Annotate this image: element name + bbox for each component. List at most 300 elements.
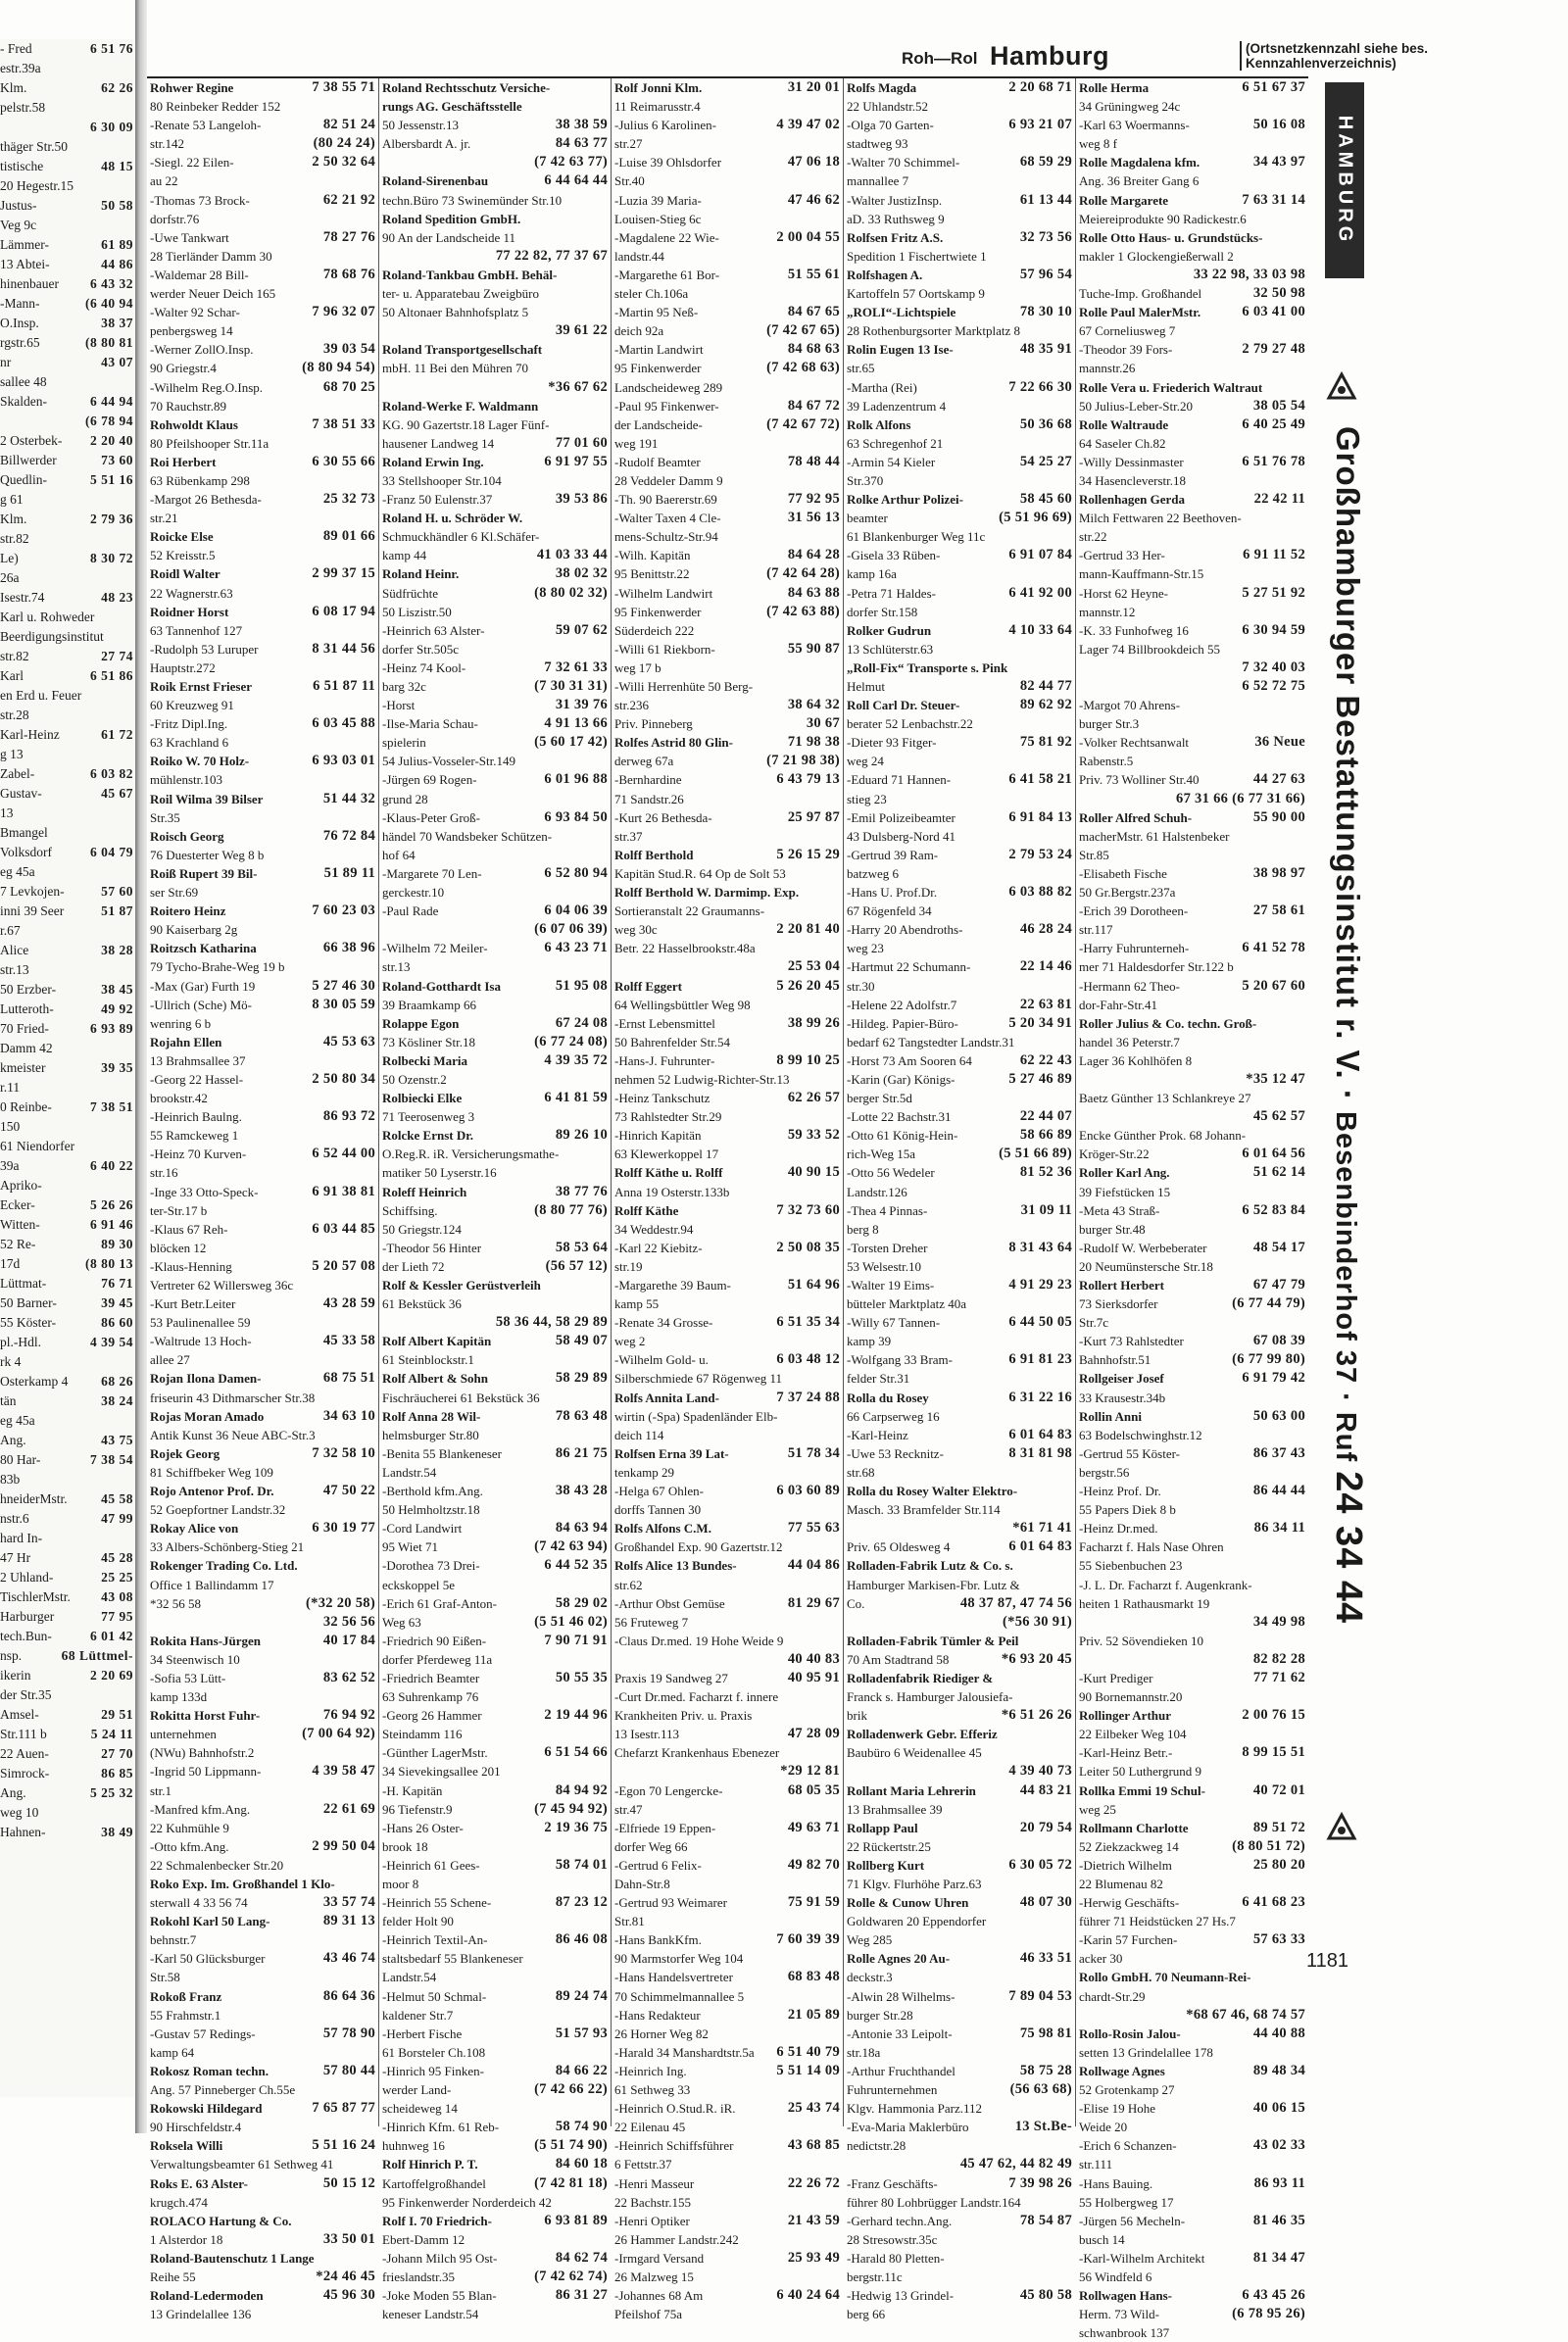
- entry-name: -Fritz Dipl.Ing.: [150, 716, 228, 732]
- directory-entry: [150, 1743, 375, 1762]
- directory-entry: [1079, 1781, 1305, 1800]
- entry-phone: 6 41 58 21: [1008, 771, 1072, 788]
- entry-name: -Siegl. 22 Eilen-: [150, 155, 234, 171]
- prev-page-entry: [0, 1391, 137, 1411]
- entry-name: -Horst: [382, 698, 416, 713]
- entry-phone: 5 20 34 91: [1008, 1014, 1072, 1031]
- directory-entry: [614, 2155, 840, 2173]
- entry-phone: 78 63 48: [555, 1407, 608, 1424]
- entry-name: 50 Erzber-: [0, 982, 57, 997]
- directory-entry: [150, 770, 375, 789]
- prev-page-entry: [0, 1705, 137, 1725]
- prev-page-entry: [0, 529, 137, 549]
- directory-entry: [614, 1912, 840, 1930]
- directory-entry: [614, 415, 840, 434]
- entry-phone: 58 29 89: [555, 1370, 608, 1387]
- entry-phone: 6 93 03 01: [312, 753, 375, 769]
- entry-name: pl.-Hdl.: [0, 1335, 41, 1349]
- directory-entry: [150, 1313, 375, 1332]
- directory-entry: [614, 1369, 840, 1388]
- entry-phone: 51 55 61: [787, 266, 840, 282]
- prev-page-entry: [0, 1176, 137, 1195]
- entry-phone: 6 03 41 00: [1242, 304, 1305, 320]
- directory-entry: [847, 191, 1072, 210]
- directory-entry: [150, 2099, 375, 2118]
- prev-page-entry: [0, 1098, 137, 1117]
- entry-phone: 86 60: [101, 1315, 133, 1330]
- entry-name: berger Str.5d: [847, 1091, 912, 1106]
- entry-name: -Heinz 70 Kurven-: [150, 1147, 247, 1162]
- entry-phone: 44 86: [101, 257, 133, 271]
- directory-entry: [847, 471, 1072, 490]
- entry-phone: 2 00 04 55: [776, 228, 840, 245]
- entry-phone: 55 90 00: [1252, 808, 1305, 825]
- entry-phone: (5 51 96 69): [999, 510, 1072, 526]
- entry-name: 55 Köster-: [0, 1315, 57, 1330]
- entry-phone: 89 26 10: [555, 1127, 608, 1144]
- directory-entry: [1079, 2155, 1305, 2173]
- entry-name: -Horst 73 Am Sooren 64: [847, 1052, 972, 1068]
- entry-name: deckstr.3: [847, 1970, 893, 1985]
- entry-name: Spedition 1 Fischertwiete 1: [847, 248, 987, 264]
- entry-name: -Theodor 39 Fors-: [1079, 342, 1173, 358]
- entry-phone: 6 04 79: [90, 845, 133, 859]
- entry-name: wenring 6 b: [150, 1015, 212, 1031]
- entry-phone: 2 20 40: [90, 433, 133, 448]
- entry-name: Rolle Margarete: [1079, 192, 1169, 208]
- entry-name: Roik Ernst Frieser: [150, 679, 252, 694]
- entry-name: str.18a: [847, 2044, 881, 2060]
- directory-entry: [614, 546, 840, 564]
- entry-phone: 6 44 64 44: [544, 172, 608, 189]
- directory-entry: [150, 1389, 375, 1407]
- directory-entry: [382, 1126, 608, 1145]
- entry-phone: 38 43 28: [555, 1483, 608, 1499]
- directory-entry: [382, 1294, 608, 1313]
- directory-entry: [1079, 490, 1305, 509]
- directory-entry: [847, 78, 1072, 97]
- directory-entry: [847, 564, 1072, 583]
- entry-phone: 32 56 56: [322, 1613, 375, 1630]
- entry-name: werder Neuer Deich 165: [150, 286, 276, 302]
- prev-page-entry: [0, 1411, 137, 1431]
- directory-entry: [1079, 415, 1305, 434]
- directory-entry: [614, 1781, 840, 1800]
- directory-entry: [847, 2080, 1072, 2099]
- directory-entry: [847, 490, 1072, 509]
- entry-phone: 44 27 63: [1252, 771, 1305, 788]
- prev-page-entry: [0, 902, 137, 921]
- entry-name: der Landscheide-: [614, 416, 703, 432]
- directory-entry: [614, 1463, 840, 1482]
- directory-entry: [1079, 378, 1305, 397]
- entry-name: 70 Fried-: [0, 1021, 49, 1036]
- entry-phone: 58 29 02: [555, 1594, 608, 1611]
- entry-name: au 22: [150, 173, 178, 189]
- entry-name: Roicke Else: [150, 529, 214, 545]
- entry-phone: 39 35: [101, 1060, 133, 1075]
- directory-entry: [150, 1930, 375, 1949]
- directory-entry: [382, 1819, 608, 1837]
- directory-entry: [847, 2118, 1072, 2136]
- entry-name: Rolappe Egon: [382, 1015, 460, 1031]
- entry-name: 22 Bachstr.155: [614, 2194, 691, 2210]
- entry-phone: 86 85: [101, 1766, 133, 1781]
- entry-name: sterwall 4 33 56 74: [150, 1895, 248, 1911]
- directory-entry: [847, 1407, 1072, 1426]
- entry-phone: 62 26 57: [787, 1090, 840, 1106]
- directory-entry: [614, 434, 840, 453]
- entry-phone: 6 52 44 00: [312, 1146, 375, 1162]
- entry-name: 34 Sievekingsallee 201: [382, 1764, 501, 1780]
- entry-phone: 7 38 51 33: [312, 415, 375, 432]
- directory-entry: [382, 1613, 608, 1632]
- entry-name: 22 Rückertstr.25: [847, 1838, 931, 1854]
- entry-name: Roksela Willi: [150, 2138, 223, 2154]
- entry-phone: 50 63 00: [1252, 1407, 1305, 1424]
- entry-phone: 84 63 88: [787, 584, 840, 601]
- directory-entry: [382, 1706, 608, 1725]
- directory-entry: [614, 790, 840, 808]
- directory-entry: [1079, 1426, 1305, 1444]
- entry-phone: 6 03 48 12: [776, 1351, 840, 1368]
- entry-phone: 4 39 40 73: [1008, 1763, 1072, 1780]
- entry-phone: 25 25: [101, 1570, 133, 1585]
- entry-phone: 7 63 31 14: [1242, 191, 1305, 208]
- entry-name: aD. 33 Ruthsweg 9: [847, 211, 945, 226]
- entry-name: Baetz Günther 13 Schlankreye 27: [1079, 1091, 1251, 1106]
- directory-entry: [614, 996, 840, 1014]
- directory-entry: [614, 1051, 840, 1070]
- entry-phone: 4 39 54: [90, 1335, 133, 1349]
- entry-phone: (6 77 99 80): [1232, 1351, 1305, 1368]
- directory-entry: [847, 1444, 1072, 1463]
- entry-name: 61 Bekstück 36: [382, 1296, 462, 1312]
- entry-phone: 38 05 54: [1252, 397, 1305, 414]
- entry-name: Rollwage Agnes: [1079, 2063, 1165, 2078]
- entry-name: ter- u. Apparatebau Zweigbüro: [382, 286, 540, 302]
- directory-entry: [1079, 1051, 1305, 1070]
- directory-entry: [614, 2193, 840, 2212]
- prev-page-entry: [0, 1019, 137, 1039]
- directory-entry: [614, 1594, 840, 1613]
- entry-name: -Hartmut 22 Schumann-: [847, 959, 971, 975]
- directory-entry: [614, 153, 840, 171]
- entry-name: Herm. 73 Wild-: [1079, 2307, 1159, 2322]
- entry-phone: 77 55 63: [787, 1520, 840, 1537]
- directory-entry: [382, 116, 608, 134]
- directory-entry: [1079, 714, 1305, 733]
- directory-column-5: [1076, 78, 1308, 2341]
- entry-name: Rolle Paul MalerMstr.: [1079, 305, 1201, 320]
- entry-name: -Benita 55 Blankeneser: [382, 1445, 503, 1461]
- directory-entry: [1079, 1893, 1305, 1912]
- directory-entry: [382, 1444, 608, 1463]
- entry-name: dorfer Pferdeweg 11a: [382, 1651, 493, 1667]
- entry-phone: 38 98 97: [1252, 864, 1305, 881]
- entry-phone: (8 80 77 76): [534, 1201, 608, 1218]
- directory-entry: [847, 1800, 1072, 1819]
- entry-name: -Elise 19 Hohe: [1079, 2101, 1155, 2117]
- entry-phone: 43 02 33: [1252, 2137, 1305, 2154]
- entry-phone: (7 42 62 74): [534, 2268, 608, 2284]
- directory-entry: [150, 2230, 375, 2249]
- entry-phone: 41 03 33 44: [536, 547, 608, 563]
- directory-entry: [150, 902, 375, 920]
- entry-phone: 2 50 08 35: [776, 1239, 840, 1255]
- entry-name: 22 Blumenau 82: [1079, 1877, 1163, 1891]
- entry-phone: 4 91 29 23: [1008, 1277, 1072, 1293]
- directory-entry: [382, 1594, 608, 1613]
- directory-entry: [150, 546, 375, 564]
- entry-name: der Lieth 72: [382, 1258, 445, 1274]
- directory-entry: [382, 864, 608, 883]
- entry-name: Rokenger Trading Co. Ltd.: [150, 1558, 298, 1574]
- directory-entry: [614, 1070, 840, 1089]
- prev-page-entry: [0, 686, 137, 706]
- entry-name: Fuhrunternehmen: [847, 2082, 938, 2098]
- entry-name: -Gertrud 6 Felix-: [614, 1857, 702, 1873]
- directory-entry: [1079, 770, 1305, 789]
- entry-phone: 8 99 15 51: [1242, 1744, 1305, 1761]
- entry-name: -Ingrid 50 Lippmann-: [150, 1764, 262, 1780]
- entry-phone: 44 40 88: [1252, 2025, 1305, 2041]
- prev-page-entry: [0, 372, 137, 392]
- entry-name: deich 114: [614, 1427, 664, 1442]
- entry-name: Karl: [0, 668, 24, 683]
- directory-entry: [382, 1949, 608, 1968]
- directory-entry: [382, 1276, 608, 1294]
- directory-entry: [150, 1519, 375, 1537]
- entry-name: -Margarethe 39 Baum-: [614, 1278, 731, 1293]
- entry-phone: 59 07 62: [555, 621, 608, 638]
- entry-name: Rojo Antenor Prof. Dr.: [150, 1484, 274, 1499]
- entry-name: kamp 16a: [847, 566, 897, 582]
- entry-phone: 73 60: [101, 453, 133, 467]
- entry-name: Dahn-Str.8: [614, 1877, 670, 1891]
- entry-name: 34 Weddestr.94: [614, 1221, 694, 1237]
- entry-name: -Margarethe 61 Bor-: [614, 267, 720, 282]
- entry-phone: 5 51 14 09: [776, 2062, 840, 2078]
- directory-entry: [382, 1389, 608, 1407]
- directory-entry: [1079, 1482, 1305, 1500]
- entry-name: 80 Reinbeker Redder 152: [150, 99, 281, 115]
- prev-page-entry: [0, 1058, 137, 1078]
- entry-name: -Herbert Fische: [382, 2025, 463, 2041]
- directory-entry: [1079, 677, 1305, 696]
- entry-name: 26 Horner Weg 82: [614, 2025, 709, 2041]
- entry-phone: 38 02 32: [555, 565, 608, 582]
- entry-name: dorfer Str.505c: [382, 641, 459, 657]
- entry-name: nsp.: [0, 1648, 23, 1663]
- directory-entry: [1079, 2118, 1305, 2136]
- directory-entry: [614, 303, 840, 321]
- entry-name: -Ilse-Maria Schau-: [382, 716, 478, 732]
- entry-name: 50 Barner-: [0, 1295, 57, 1310]
- entry-phone: 38 49: [101, 1825, 133, 1839]
- entry-name: tenkamp 29: [614, 1464, 675, 1480]
- entry-phone: 48 54 17: [1252, 1239, 1305, 1255]
- entry-name: 80 Pfeilshooper Str.11a: [150, 435, 270, 451]
- entry-name: mannstr.26: [1079, 361, 1136, 376]
- directory-entry: [1079, 340, 1305, 359]
- directory-entry: [847, 1519, 1072, 1537]
- entry-phone: 38 28: [101, 943, 133, 957]
- directory-entry: [847, 1332, 1072, 1350]
- entry-phone: 6 01 96 88: [544, 771, 608, 788]
- directory-entry: [1079, 1613, 1305, 1632]
- entry-name: Roiß Rupert 39 Bil-: [150, 865, 258, 881]
- entry-phone: 25 93 49: [787, 2249, 840, 2266]
- directory-entry: [382, 564, 608, 583]
- entry-phone: 27 58 61: [1252, 903, 1305, 919]
- directory-entry: [382, 228, 608, 247]
- entry-phone: 40 06 15: [1252, 2100, 1305, 2117]
- directory-entry: [847, 1257, 1072, 1276]
- entry-name: Rolladenfabrik Riediger &: [847, 1670, 994, 1685]
- directory-entry: [1079, 434, 1305, 453]
- directory-entry: [614, 1743, 840, 1762]
- entry-name: str.62: [614, 1577, 643, 1592]
- directory-entry: [614, 696, 840, 714]
- directory-entry: [1079, 2006, 1305, 2025]
- entry-name: Rollin Anni: [1079, 1408, 1142, 1424]
- entry-name: Veg 9c: [0, 218, 37, 232]
- entry-phone: 6 52 83 84: [1242, 1201, 1305, 1218]
- directory-entry: [614, 621, 840, 640]
- directory-entry: [382, 1407, 608, 1426]
- entry-name: 90 Hirschfeldstr.4: [150, 2120, 242, 2135]
- directory-entry: [847, 883, 1072, 902]
- entry-name: 13 Schlüterstr.63: [847, 641, 934, 657]
- directory-entry: [150, 527, 375, 546]
- directory-entry: [614, 1294, 840, 1313]
- entry-name: 90 Marmstorfer Weg 104: [614, 1951, 744, 1967]
- prev-page-entry: [0, 1000, 137, 1019]
- entry-phone: 51 78 34: [787, 1444, 840, 1461]
- entry-name: Praxis 19 Sandweg 27: [614, 1670, 728, 1685]
- entry-name: 34 Hasencleverstr.18: [1079, 472, 1187, 488]
- directory-entry: [614, 2268, 840, 2286]
- entry-name: Rokay Alice von: [150, 1521, 239, 1537]
- directory-entry: [847, 1482, 1072, 1500]
- entry-name: -Karl 50 Glücksburger: [150, 1951, 266, 1967]
- entry-name: -Harald 80 Pletten-: [847, 2250, 945, 2266]
- entry-name: tän: [0, 1393, 17, 1408]
- directory-column-1: [147, 78, 379, 2322]
- prev-page-entry: [0, 1685, 137, 1705]
- entry-name: Harburger: [0, 1609, 55, 1624]
- entry-name: O.Reg.R. iR. Versicherungsmathe-: [382, 1147, 560, 1162]
- directory-entry: [847, 1762, 1072, 1781]
- entry-name: Roland-Ledermoden: [150, 2288, 264, 2304]
- entry-name: g 13: [0, 747, 24, 761]
- directory-entry: [1079, 977, 1305, 996]
- directory-entry: [382, 247, 608, 266]
- entry-phone: 77 92 95: [787, 491, 840, 508]
- entry-name: 53 Paulinenallee 59: [150, 1315, 251, 1331]
- directory-entry: [614, 1537, 840, 1556]
- directory-entry: [382, 397, 608, 415]
- entry-name: 13: [0, 805, 14, 820]
- directory-entry: [614, 266, 840, 284]
- directory-entry: [847, 621, 1072, 640]
- entry-name: 52 Re-: [0, 1237, 36, 1251]
- entry-name: 90 Bornemannstr.20: [1079, 1689, 1183, 1705]
- directory-entry: [1079, 883, 1305, 902]
- directory-entry: [614, 659, 840, 677]
- entry-name: dorffs Tannen 30: [614, 1502, 702, 1518]
- entry-name: Priv. Pinneberg: [614, 716, 693, 732]
- entry-name: 13 Isestr.113: [614, 1727, 679, 1742]
- entry-name: *32 56 58: [150, 1595, 201, 1611]
- entry-name: Gustav-: [0, 786, 42, 801]
- entry-phone: 47 99: [101, 1511, 133, 1526]
- entry-name: heiten 1 Rathausmarkt 19: [1079, 1595, 1210, 1611]
- directory-entry: [150, 171, 375, 190]
- entry-phone: 45 28: [101, 1550, 133, 1565]
- directory-entry: [382, 2174, 608, 2193]
- directory-entry: [382, 883, 608, 902]
- entry-phone: 81 34 47: [1252, 2249, 1305, 2266]
- directory-entry: [150, 1183, 375, 1201]
- entry-name: Reihe 55: [150, 2269, 196, 2284]
- entry-phone: 6 41 52 78: [1242, 940, 1305, 956]
- entry-name: Klm.: [0, 80, 27, 95]
- entry-name: brookstr.42: [150, 1091, 208, 1106]
- entry-name: Roland Transportgesellschaft: [382, 342, 543, 358]
- entry-name: weg 24: [847, 754, 884, 769]
- entry-name: Bmangel: [0, 825, 48, 840]
- directory-entry: [150, 714, 375, 733]
- entry-phone: 38 37: [101, 316, 133, 330]
- directory-entry: [847, 1930, 1072, 1949]
- directory-entry: [150, 1613, 375, 1632]
- entry-name: -Alwin 28 Wilhelms-: [847, 1988, 956, 2004]
- directory-entry: [847, 2136, 1072, 2155]
- directory-entry: [150, 284, 375, 303]
- entry-name: Meiereiprodukte 90 Radickestr.6: [1079, 211, 1247, 226]
- entry-phone: 58 74 90: [555, 2119, 608, 2135]
- directory-entry: [847, 1781, 1072, 1800]
- entry-name: krugch.474: [150, 2194, 208, 2210]
- entry-phone: 6 91 79 42: [1242, 1370, 1305, 1387]
- entry-phone: 38 24: [101, 1393, 133, 1408]
- entry-phone: 22 42 11: [1253, 491, 1305, 508]
- prev-page-entry: [0, 941, 137, 960]
- entry-name: Kröger-Str.22: [1079, 1147, 1150, 1162]
- directory-entry: [614, 1968, 840, 1986]
- entry-phone: 7 65 87 77: [312, 2100, 375, 2117]
- entry-name: Ang. 36 Breiter Gang 6: [1079, 173, 1200, 189]
- entry-name: Karl u. Rohweder: [0, 610, 95, 624]
- entry-phone: 68 05 35: [787, 1781, 840, 1798]
- entry-phone: 51 57 93: [555, 2025, 608, 2041]
- entry-phone: 5 27 46 30: [312, 977, 375, 994]
- entry-phone: 6 52 80 94: [544, 864, 608, 881]
- directory-entry: [382, 1650, 608, 1669]
- entry-phone: 39 61 22: [555, 322, 608, 339]
- entry-name: 50 Griegstr.124: [382, 1221, 462, 1237]
- entry-name: Str.58: [150, 1970, 180, 1985]
- entry-name: 61 Borsteler Ch.108: [382, 2044, 486, 2060]
- directory-entry: [1079, 1725, 1305, 1743]
- entry-phone: 68 26: [101, 1374, 133, 1389]
- entry-name: -Franz 50 Eulenstr.37: [382, 492, 493, 508]
- entry-name: 34 Grüningweg 24c: [1079, 99, 1181, 115]
- entry-name: -Kurt Prediger: [1079, 1670, 1153, 1685]
- directory-entry: [1079, 584, 1305, 603]
